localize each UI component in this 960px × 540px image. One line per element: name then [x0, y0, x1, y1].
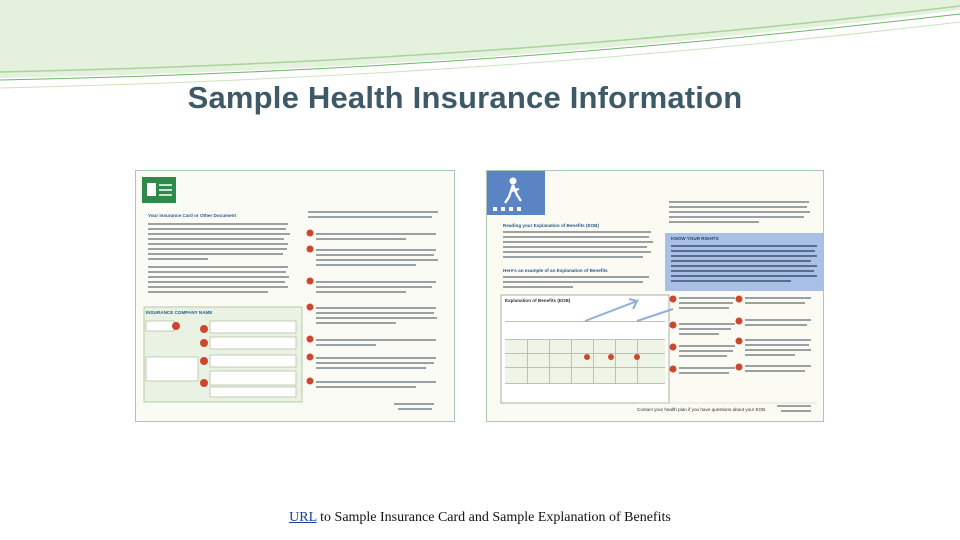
eob-graphic [487, 171, 823, 421]
insurance-card-document [135, 170, 455, 422]
caption [0, 510, 960, 526]
card-doc-heading: Your Insurance Card or Other Document [148, 213, 236, 218]
slide-title: Sample Health Insurance Information [187, 80, 743, 115]
eob-document [486, 170, 824, 422]
eob-bottom-line: Contact your health plan if you have questions about your EOB. [637, 407, 767, 412]
eob-banner-heading: KNOW YOUR RIGHTS [671, 236, 719, 241]
caption-text: to Sample Insurance Card and Sample Explanation of Benefits [316, 510, 671, 525]
eob-doc-subheading: Here's an example of an Explanation of Benefits [503, 268, 608, 273]
eob-box-heading: Explanation of Benefits (EOB) [505, 298, 571, 303]
insurance-card-graphic [136, 171, 454, 421]
eob-doc-heading: Reading your Explanation of Benefits (EOB) [503, 223, 599, 228]
card-company-name: INSURANCE COMPANY NAME [146, 310, 213, 315]
url-link[interactable]: URL [289, 510, 317, 525]
